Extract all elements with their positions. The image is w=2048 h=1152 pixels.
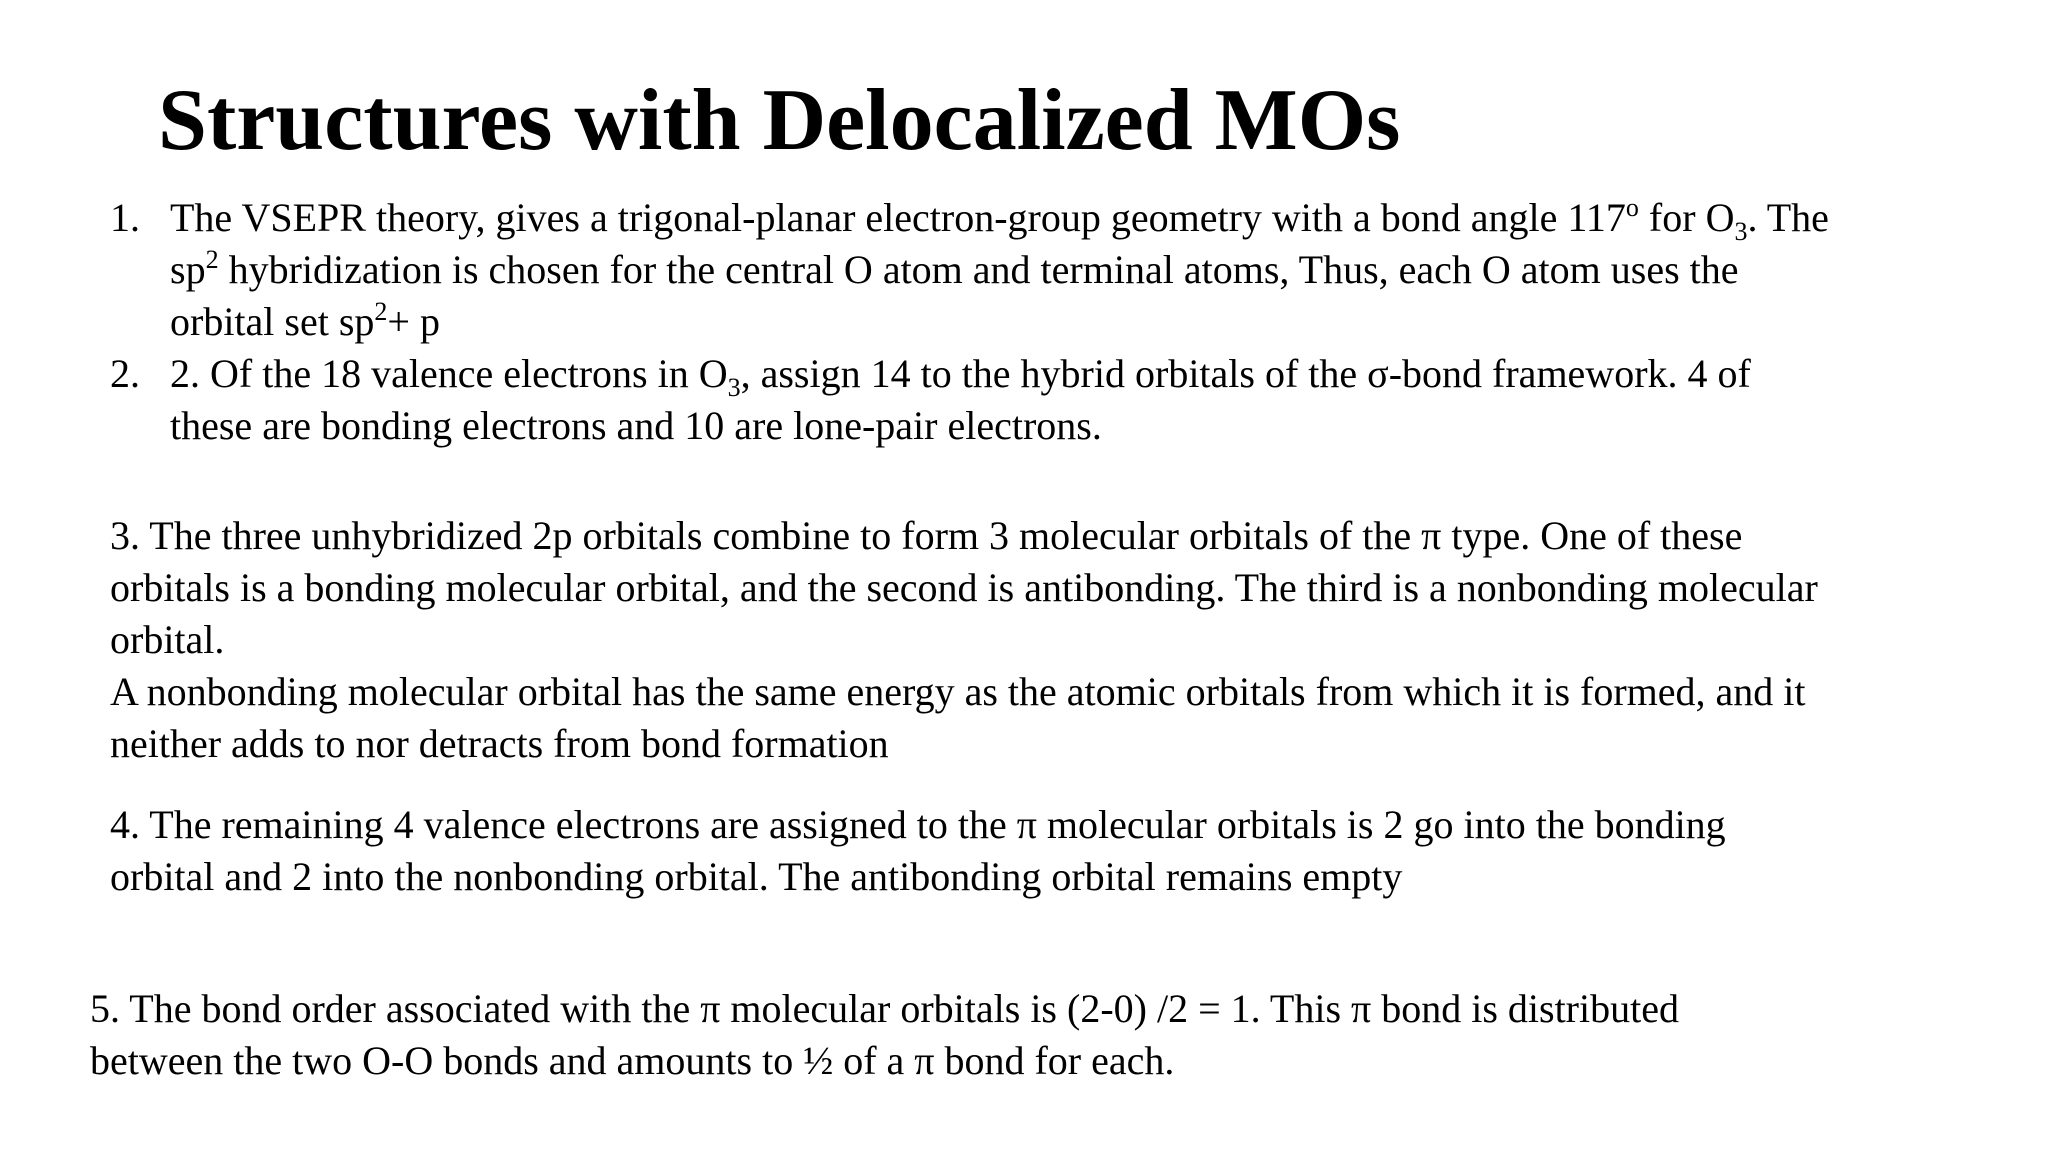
text-line [170, 400, 1751, 452]
list-item-2 [110, 348, 2010, 452]
text-line [170, 244, 1829, 296]
text-line: neither adds to nor detracts from bond formation [110, 721, 889, 766]
text-line: orbital. [110, 617, 225, 662]
superscript: o [1625, 193, 1639, 222]
text-line: orbitals is a bonding molecular orbital, and the second is antibonding. The third is a nonbonding molecular [110, 565, 1818, 610]
text-run: for O [1638, 195, 1735, 240]
list-number: 2. [110, 351, 140, 396]
text-line [170, 192, 1829, 244]
list-item-1 [110, 192, 2010, 348]
text-run: , assign 14 to the hybrid orbitals of the σ-bond framework. 4 of [740, 351, 1751, 396]
list-item-text [170, 348, 1751, 452]
slide-title: Structures with Delocalized MOs [158, 72, 1401, 169]
paragraph-3 [110, 510, 2030, 770]
text-run: + p [387, 299, 440, 344]
subscript: 3 [727, 373, 741, 402]
paragraph-4 [110, 799, 2030, 903]
text-line: A nonbonding molecular orbital has the same energy as the atomic orbitals from which it is formed, and it [110, 669, 1806, 714]
text-line: between the two O-O bonds and amounts to ½ of a π bond for each. [90, 1038, 1175, 1083]
numbered-list [110, 192, 2010, 452]
text-run: these are bonding electrons and 10 are lone-pair electrons. [170, 403, 1102, 448]
text-line [170, 348, 1751, 400]
paragraph-5 [90, 983, 2010, 1087]
list-item-text [170, 192, 1829, 348]
text-line: 3. The three unhybridized 2p orbitals combine to form 3 molecular orbitals of the π type. One of these [110, 513, 1743, 558]
subscript: 3 [1734, 217, 1748, 246]
text-line: 5. The bond order associated with the π molecular orbitals is (2-0) /2 = 1. This π bond is distributed [90, 986, 1679, 1031]
list-number: 1. [110, 195, 140, 240]
text-run: 2. Of the 18 valence electrons in O [170, 351, 728, 396]
text-run: The VSEPR theory, gives a trigonal-planar electron-group geometry with a bond angle 117 [170, 195, 1626, 240]
text-run: . The [1747, 195, 1829, 240]
text-line: orbital and 2 into the nonbonding orbital. The antibonding orbital remains empty [110, 854, 1403, 899]
superscript: 2 [205, 245, 219, 274]
text-line [170, 296, 1829, 348]
text-run: orbital set sp [170, 299, 375, 344]
text-run: hybridization is chosen for the central O atom and terminal atoms, Thus, each O atom uses the [218, 247, 1739, 292]
text-run: sp [170, 247, 206, 292]
superscript: 2 [374, 297, 388, 326]
text-line: 4. The remaining 4 valence electrons are assigned to the π molecular orbitals is 2 go into the bonding [110, 802, 1726, 847]
